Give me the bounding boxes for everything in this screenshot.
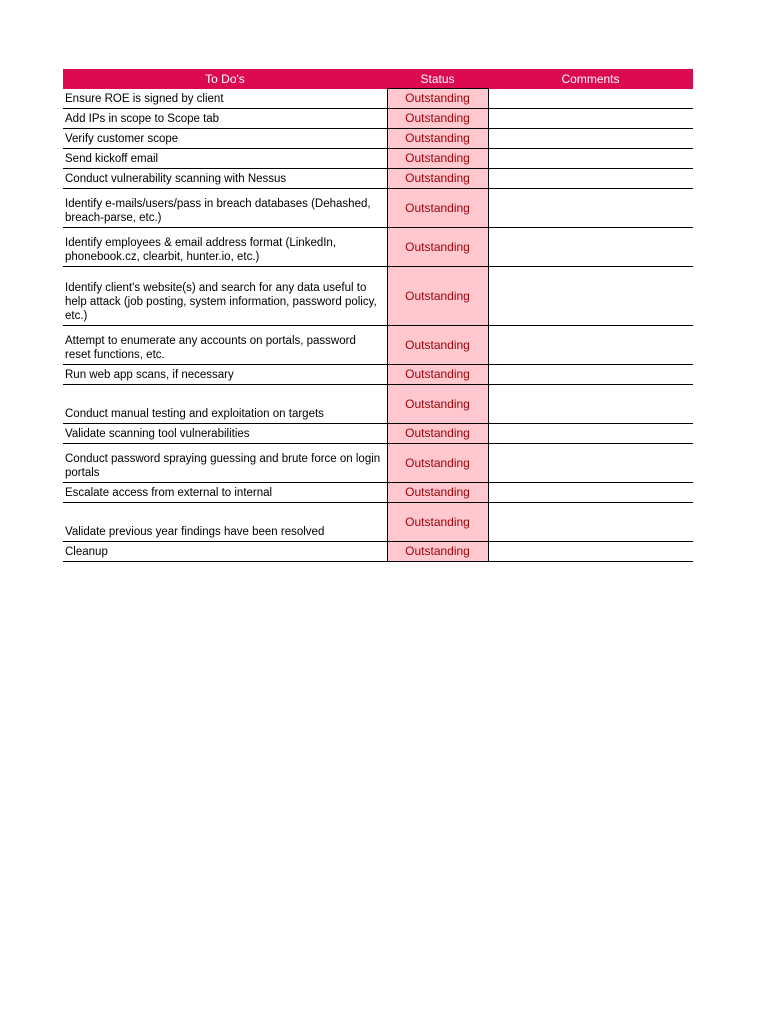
status-cell[interactable]: Outstanding [387, 384, 488, 423]
todo-cell[interactable]: Identify employees & email address format (LinkedIn, phonebook.cz, clearbit, hunter.io, etc.) [63, 227, 387, 266]
table-row [63, 128, 693, 148]
table-row [63, 108, 693, 128]
comments-cell[interactable] [488, 128, 693, 148]
todo-cell[interactable]: Conduct manual testing and exploitation on targets [63, 384, 387, 423]
todo-cell[interactable]: Send kickoff email [63, 148, 387, 168]
comments-cell[interactable] [488, 148, 693, 168]
table-row [63, 482, 693, 502]
table-row [63, 168, 693, 188]
status-cell[interactable]: Outstanding [387, 89, 488, 109]
status-cell[interactable]: Outstanding [387, 443, 488, 482]
comments-cell[interactable] [488, 89, 693, 109]
status-cell[interactable]: Outstanding [387, 423, 488, 443]
comments-cell[interactable] [488, 168, 693, 188]
todo-cell[interactable]: Ensure ROE is signed by client [63, 89, 387, 109]
comments-cell[interactable] [488, 502, 693, 541]
table-row [63, 227, 693, 266]
todo-cell[interactable]: Validate previous year findings have been resolved [63, 502, 387, 541]
header-comments: Comments [488, 69, 693, 89]
comments-cell[interactable] [488, 266, 693, 325]
todo-cell[interactable]: Cleanup [63, 541, 387, 561]
status-cell[interactable]: Outstanding [387, 541, 488, 561]
comments-cell[interactable] [488, 325, 693, 364]
todo-cell[interactable]: Conduct password spraying guessing and brute force on login portals [63, 443, 387, 482]
todo-cell[interactable]: Identify client's website(s) and search for any data useful to help attack (job posting, system information, password policy, etc.) [63, 266, 387, 325]
status-cell[interactable]: Outstanding [387, 502, 488, 541]
table-row [63, 443, 693, 482]
status-cell[interactable]: Outstanding [387, 168, 488, 188]
table-row [63, 384, 693, 423]
table-row [63, 541, 693, 561]
comments-cell[interactable] [488, 364, 693, 384]
todo-cell[interactable]: Run web app scans, if necessary [63, 364, 387, 384]
status-cell[interactable]: Outstanding [387, 325, 488, 364]
todo-table [63, 69, 693, 562]
comments-cell[interactable] [488, 482, 693, 502]
comments-cell[interactable] [488, 108, 693, 128]
todo-cell[interactable]: Verify customer scope [63, 128, 387, 148]
status-cell[interactable]: Outstanding [387, 482, 488, 502]
status-cell[interactable]: Outstanding [387, 108, 488, 128]
status-cell[interactable]: Outstanding [387, 188, 488, 227]
comments-cell[interactable] [488, 443, 693, 482]
header-status: Status [387, 69, 488, 89]
todo-cell[interactable]: Validate scanning tool vulnerabilities [63, 423, 387, 443]
table-row [63, 188, 693, 227]
comments-cell[interactable] [488, 188, 693, 227]
todo-cell[interactable]: Escalate access from external to internal [63, 482, 387, 502]
table-row [63, 89, 693, 109]
status-cell[interactable]: Outstanding [387, 128, 488, 148]
todo-cell[interactable]: Identify e-mails/users/pass in breach databases (Dehashed, breach-parse, etc.) [63, 188, 387, 227]
comments-cell[interactable] [488, 384, 693, 423]
table-row [63, 423, 693, 443]
status-cell[interactable]: Outstanding [387, 227, 488, 266]
status-cell[interactable]: Outstanding [387, 364, 488, 384]
header-row [63, 69, 693, 89]
todo-cell[interactable]: Conduct vulnerability scanning with Nessus [63, 168, 387, 188]
table-row [63, 148, 693, 168]
comments-cell[interactable] [488, 227, 693, 266]
todo-cell[interactable]: Add IPs in scope to Scope tab [63, 108, 387, 128]
header-todo: To Do's [63, 69, 387, 89]
table-row [63, 266, 693, 325]
comments-cell[interactable] [488, 541, 693, 561]
table-row [63, 364, 693, 384]
todo-checklist-sheet [63, 69, 693, 562]
status-cell[interactable]: Outstanding [387, 148, 488, 168]
table-row [63, 502, 693, 541]
status-cell[interactable]: Outstanding [387, 266, 488, 325]
todo-cell[interactable]: Attempt to enumerate any accounts on portals, password reset functions, etc. [63, 325, 387, 364]
comments-cell[interactable] [488, 423, 693, 443]
table-row [63, 325, 693, 364]
